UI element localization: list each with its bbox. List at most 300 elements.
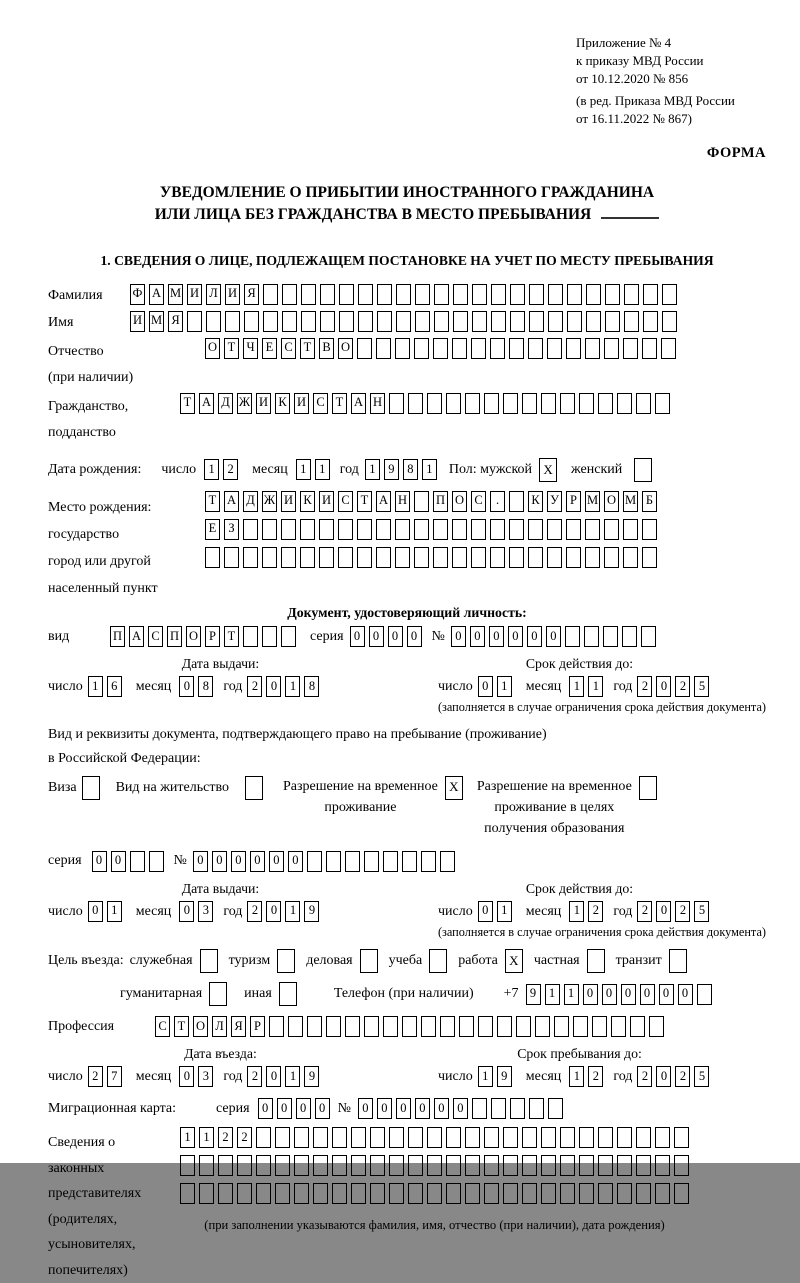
char-box[interactable]	[655, 1183, 670, 1204]
char-box[interactable]	[427, 393, 442, 414]
char-box[interactable]	[471, 519, 486, 540]
char-box[interactable]	[339, 284, 354, 305]
res-valid-day-boxes[interactable]	[478, 901, 512, 922]
char-box[interactable]: 0	[527, 626, 542, 647]
char-box[interactable]: 0	[656, 901, 671, 922]
char-box[interactable]	[516, 1016, 531, 1037]
char-box[interactable]	[529, 1098, 544, 1119]
char-box[interactable]	[662, 284, 677, 305]
char-box[interactable]	[269, 1016, 284, 1037]
char-box[interactable]: 6	[107, 676, 122, 697]
char-box[interactable]	[256, 1127, 271, 1148]
char-box[interactable]: 0	[377, 1098, 392, 1119]
char-box[interactable]	[357, 338, 372, 359]
char-box[interactable]: 7	[107, 1066, 122, 1087]
char-box[interactable]	[433, 338, 448, 359]
char-box[interactable]: 0	[546, 626, 561, 647]
purpose-checkbox-ucheba[interactable]	[429, 949, 447, 973]
char-box[interactable]	[547, 519, 562, 540]
char-box[interactable]	[364, 1016, 379, 1037]
char-box[interactable]: А	[149, 284, 164, 305]
char-box[interactable]	[642, 519, 657, 540]
char-box[interactable]	[541, 1183, 556, 1204]
citizenship-boxes[interactable]	[180, 393, 670, 414]
char-box[interactable]	[200, 949, 218, 973]
res-seria-boxes[interactable]	[92, 851, 164, 872]
char-box[interactable]	[490, 547, 505, 568]
char-box[interactable]: 2	[637, 676, 652, 697]
char-box[interactable]	[541, 393, 556, 414]
char-box[interactable]	[697, 984, 712, 1005]
mc-number-boxes[interactable]	[358, 1098, 563, 1119]
char-box[interactable]	[465, 1183, 480, 1204]
purpose-checkbox-chastnaya[interactable]	[587, 949, 605, 973]
char-box[interactable]: 2	[588, 901, 603, 922]
char-box[interactable]: Т	[300, 338, 315, 359]
char-box[interactable]	[256, 1183, 271, 1204]
char-box[interactable]	[237, 1183, 252, 1204]
char-box[interactable]: Я	[244, 284, 259, 305]
char-box[interactable]	[642, 547, 657, 568]
char-box[interactable]: X	[505, 949, 523, 973]
char-box[interactable]	[446, 393, 461, 414]
stay-month-boxes[interactable]	[569, 1066, 603, 1087]
char-box[interactable]: 0	[434, 1098, 449, 1119]
char-box[interactable]	[281, 519, 296, 540]
char-box[interactable]: 0	[179, 676, 194, 697]
char-box[interactable]	[639, 776, 657, 800]
char-box[interactable]: И	[294, 393, 309, 414]
char-box[interactable]: А	[224, 491, 239, 512]
char-box[interactable]: О	[604, 491, 619, 512]
char-box[interactable]: 2	[247, 676, 262, 697]
char-box[interactable]	[279, 982, 297, 1006]
char-box[interactable]	[636, 393, 651, 414]
char-box[interactable]	[277, 949, 295, 973]
char-box[interactable]	[503, 1183, 518, 1204]
id-issue-year-boxes[interactable]	[247, 676, 319, 697]
char-box[interactable]	[598, 1183, 613, 1204]
char-box[interactable]	[503, 393, 518, 414]
char-box[interactable]: Р	[566, 491, 581, 512]
char-box[interactable]: О	[186, 626, 201, 647]
temp-residence-checkbox[interactable]	[445, 776, 463, 800]
doc-number-boxes[interactable]	[451, 626, 656, 647]
char-box[interactable]	[389, 393, 404, 414]
char-box[interactable]	[376, 547, 391, 568]
char-box[interactable]	[503, 1127, 518, 1148]
char-box[interactable]	[395, 519, 410, 540]
char-box[interactable]	[453, 311, 468, 332]
id-valid-month-boxes[interactable]	[569, 676, 603, 697]
char-box[interactable]	[535, 1016, 550, 1037]
char-box[interactable]	[345, 851, 360, 872]
char-box[interactable]	[510, 284, 525, 305]
char-box[interactable]: Л	[212, 1016, 227, 1037]
char-box[interactable]	[243, 547, 258, 568]
res-issue-month-boxes[interactable]	[179, 901, 213, 922]
char-box[interactable]	[446, 1183, 461, 1204]
char-box[interactable]: А	[376, 491, 391, 512]
char-box[interactable]: 0	[92, 851, 107, 872]
char-box[interactable]	[433, 519, 448, 540]
char-box[interactable]: 1	[478, 1066, 493, 1087]
char-box[interactable]	[434, 311, 449, 332]
char-box[interactable]	[617, 1183, 632, 1204]
char-box[interactable]	[529, 284, 544, 305]
char-box[interactable]	[82, 776, 100, 800]
char-box[interactable]: А	[129, 626, 144, 647]
char-box[interactable]	[484, 393, 499, 414]
char-box[interactable]: 0	[478, 676, 493, 697]
char-box[interactable]	[218, 1183, 233, 1204]
char-box[interactable]	[509, 547, 524, 568]
char-box[interactable]	[465, 1155, 480, 1176]
char-box[interactable]	[414, 547, 429, 568]
entry-day-boxes[interactable]	[88, 1066, 122, 1087]
char-box[interactable]	[528, 338, 543, 359]
char-box[interactable]	[396, 284, 411, 305]
char-box[interactable]	[421, 1016, 436, 1037]
entry-year-boxes[interactable]	[247, 1066, 319, 1087]
char-box[interactable]	[503, 1155, 518, 1176]
char-box[interactable]	[357, 519, 372, 540]
char-box[interactable]: З	[224, 519, 239, 540]
purpose-checkbox-gumanitarnaya[interactable]	[209, 982, 227, 1006]
char-box[interactable]	[275, 1127, 290, 1148]
char-box[interactable]	[661, 338, 676, 359]
char-box[interactable]	[623, 519, 638, 540]
char-box[interactable]	[674, 1127, 689, 1148]
char-box[interactable]	[484, 1183, 499, 1204]
char-box[interactable]	[554, 1016, 569, 1037]
char-box[interactable]: Т	[357, 491, 372, 512]
char-box[interactable]: 1	[569, 901, 584, 922]
char-box[interactable]: С	[471, 491, 486, 512]
char-box[interactable]: 0	[88, 901, 103, 922]
char-box[interactable]	[408, 1127, 423, 1148]
char-box[interactable]	[377, 311, 392, 332]
char-box[interactable]	[636, 1183, 651, 1204]
char-box[interactable]: 1	[497, 676, 512, 697]
res-number-boxes[interactable]	[193, 851, 455, 872]
char-box[interactable]	[566, 338, 581, 359]
char-box[interactable]	[484, 1155, 499, 1176]
char-box[interactable]	[491, 311, 506, 332]
char-box[interactable]: 0	[266, 676, 281, 697]
char-box[interactable]	[579, 1155, 594, 1176]
purpose-checkbox-rabota[interactable]	[505, 949, 523, 973]
char-box[interactable]: 2	[218, 1127, 233, 1148]
char-box[interactable]	[402, 1016, 417, 1037]
guardians-boxes-row3[interactable]	[180, 1183, 689, 1204]
id-issue-month-boxes[interactable]	[179, 676, 213, 697]
char-box[interactable]: О	[193, 1016, 208, 1037]
char-box[interactable]	[205, 547, 220, 568]
char-box[interactable]	[244, 311, 259, 332]
char-box[interactable]	[300, 519, 315, 540]
char-box[interactable]	[326, 1016, 341, 1037]
char-box[interactable]: 0	[621, 984, 636, 1005]
char-box[interactable]	[586, 284, 601, 305]
char-box[interactable]	[566, 519, 581, 540]
purpose-checkbox-turizm[interactable]	[277, 949, 295, 973]
char-box[interactable]	[275, 1155, 290, 1176]
char-box[interactable]: 9	[497, 1066, 512, 1087]
char-box[interactable]	[199, 1183, 214, 1204]
char-box[interactable]: 0	[640, 984, 655, 1005]
char-box[interactable]	[345, 1016, 360, 1037]
char-box[interactable]: Ж	[237, 393, 252, 414]
char-box[interactable]: 0	[396, 1098, 411, 1119]
char-box[interactable]: П	[167, 626, 182, 647]
birth-month-boxes[interactable]	[296, 459, 330, 480]
char-box[interactable]	[541, 1127, 556, 1148]
char-box[interactable]: В	[319, 338, 334, 359]
char-box[interactable]	[585, 338, 600, 359]
char-box[interactable]	[433, 547, 448, 568]
char-box[interactable]	[326, 851, 341, 872]
char-box[interactable]: 0	[212, 851, 227, 872]
char-box[interactable]	[641, 626, 656, 647]
char-box[interactable]: Я	[168, 311, 183, 332]
mc-seria-boxes[interactable]	[258, 1098, 330, 1119]
birthplace-boxes-row1[interactable]	[205, 491, 657, 512]
char-box[interactable]	[415, 284, 430, 305]
char-box[interactable]	[256, 1155, 271, 1176]
char-box[interactable]: 0	[277, 1098, 292, 1119]
char-box[interactable]: 0	[415, 1098, 430, 1119]
char-box[interactable]	[262, 519, 277, 540]
char-box[interactable]: 9	[384, 459, 399, 480]
char-box[interactable]	[180, 1155, 195, 1176]
char-box[interactable]	[446, 1155, 461, 1176]
char-box[interactable]	[408, 1183, 423, 1204]
id-issue-day-boxes[interactable]	[88, 676, 122, 697]
char-box[interactable]	[548, 1098, 563, 1119]
char-box[interactable]	[434, 284, 449, 305]
char-box[interactable]	[389, 1127, 404, 1148]
char-box[interactable]	[294, 1155, 309, 1176]
char-box[interactable]	[611, 1016, 626, 1037]
id-valid-year-boxes[interactable]	[637, 676, 709, 697]
char-box[interactable]	[510, 311, 525, 332]
char-box[interactable]	[459, 1016, 474, 1037]
char-box[interactable]: 0	[266, 901, 281, 922]
char-box[interactable]: 1	[285, 676, 300, 697]
char-box[interactable]	[376, 519, 391, 540]
char-box[interactable]	[209, 982, 227, 1006]
char-box[interactable]: 1	[569, 676, 584, 697]
char-box[interactable]	[548, 311, 563, 332]
char-box[interactable]	[313, 1127, 328, 1148]
char-box[interactable]	[395, 547, 410, 568]
char-box[interactable]	[592, 1016, 607, 1037]
char-box[interactable]	[604, 519, 619, 540]
char-box[interactable]: 0	[358, 1098, 373, 1119]
visa-checkbox[interactable]	[82, 776, 100, 800]
char-box[interactable]: 0	[296, 1098, 311, 1119]
char-box[interactable]	[522, 1155, 537, 1176]
char-box[interactable]: О	[452, 491, 467, 512]
char-box[interactable]: 0	[508, 626, 523, 647]
char-box[interactable]	[465, 393, 480, 414]
char-box[interactable]	[338, 547, 353, 568]
char-box[interactable]: Т	[224, 338, 239, 359]
char-box[interactable]	[281, 626, 296, 647]
char-box[interactable]: С	[338, 491, 353, 512]
char-box[interactable]	[662, 311, 677, 332]
char-box[interactable]	[364, 851, 379, 872]
char-box[interactable]: Т	[174, 1016, 189, 1037]
char-box[interactable]	[598, 1127, 613, 1148]
char-box[interactable]	[307, 1016, 322, 1037]
char-box[interactable]: 2	[637, 1066, 652, 1087]
char-box[interactable]: 8	[403, 459, 418, 480]
res-valid-month-boxes[interactable]	[569, 901, 603, 922]
char-box[interactable]	[300, 547, 315, 568]
char-box[interactable]	[320, 311, 335, 332]
char-box[interactable]	[320, 284, 335, 305]
char-box[interactable]: Я	[231, 1016, 246, 1037]
char-box[interactable]	[262, 626, 277, 647]
char-box[interactable]	[560, 393, 575, 414]
char-box[interactable]	[598, 1155, 613, 1176]
char-box[interactable]	[351, 1127, 366, 1148]
char-box[interactable]: Т	[205, 491, 220, 512]
char-box[interactable]	[199, 1155, 214, 1176]
char-box[interactable]	[313, 1155, 328, 1176]
char-box[interactable]: 0	[602, 984, 617, 1005]
char-box[interactable]: 1	[545, 984, 560, 1005]
char-box[interactable]: Н	[395, 491, 410, 512]
char-box[interactable]	[377, 284, 392, 305]
char-box[interactable]: И	[256, 393, 271, 414]
char-box[interactable]	[332, 1127, 347, 1148]
char-box[interactable]	[243, 626, 258, 647]
birth-year-boxes[interactable]	[365, 459, 437, 480]
char-box[interactable]	[282, 284, 297, 305]
char-box[interactable]	[617, 1127, 632, 1148]
char-box[interactable]	[472, 1098, 487, 1119]
char-box[interactable]	[376, 338, 391, 359]
char-box[interactable]	[655, 1127, 670, 1148]
char-box[interactable]: 0	[678, 984, 693, 1005]
char-box[interactable]: 0	[258, 1098, 273, 1119]
purpose-checkbox-sluzhebnaya[interactable]	[200, 949, 218, 973]
char-box[interactable]	[452, 338, 467, 359]
char-box[interactable]	[332, 1155, 347, 1176]
char-box[interactable]	[567, 284, 582, 305]
char-box[interactable]: А	[199, 393, 214, 414]
char-box[interactable]	[294, 1127, 309, 1148]
char-box[interactable]	[584, 626, 599, 647]
char-box[interactable]: 2	[675, 901, 690, 922]
char-box[interactable]	[548, 284, 563, 305]
char-box[interactable]	[414, 338, 429, 359]
char-box[interactable]: П	[433, 491, 448, 512]
char-box[interactable]	[414, 519, 429, 540]
char-box[interactable]: 0	[193, 851, 208, 872]
purpose-checkbox-delovaya[interactable]	[360, 949, 378, 973]
stay-day-boxes[interactable]	[478, 1066, 512, 1087]
char-box[interactable]	[624, 284, 639, 305]
doc-seria-boxes[interactable]	[350, 626, 422, 647]
char-box[interactable]: 1	[588, 676, 603, 697]
char-box[interactable]	[529, 311, 544, 332]
char-box[interactable]: 1	[422, 459, 437, 480]
char-box[interactable]	[206, 311, 221, 332]
char-box[interactable]	[605, 284, 620, 305]
char-box[interactable]	[471, 338, 486, 359]
char-box[interactable]: 0	[583, 984, 598, 1005]
char-box[interactable]: И	[319, 491, 334, 512]
char-box[interactable]	[528, 547, 543, 568]
char-box[interactable]	[357, 547, 372, 568]
char-box[interactable]	[440, 851, 455, 872]
sex-female-checkbox[interactable]	[634, 458, 652, 482]
char-box[interactable]: 1	[569, 1066, 584, 1087]
char-box[interactable]	[130, 851, 145, 872]
char-box[interactable]	[383, 851, 398, 872]
char-box[interactable]: Ж	[262, 491, 277, 512]
char-box[interactable]	[522, 1127, 537, 1148]
char-box[interactable]	[282, 311, 297, 332]
char-box[interactable]: 0	[453, 1098, 468, 1119]
char-box[interactable]	[585, 547, 600, 568]
char-box[interactable]	[586, 311, 601, 332]
char-box[interactable]	[567, 311, 582, 332]
char-box[interactable]: 1	[107, 901, 122, 922]
char-box[interactable]	[598, 393, 613, 414]
char-box[interactable]	[655, 1155, 670, 1176]
char-box[interactable]	[452, 547, 467, 568]
char-box[interactable]	[634, 458, 652, 482]
char-box[interactable]: 0	[350, 626, 365, 647]
char-box[interactable]: И	[225, 284, 240, 305]
char-box[interactable]: 0	[478, 901, 493, 922]
patronymic-boxes[interactable]	[205, 338, 676, 359]
char-box[interactable]: М	[585, 491, 600, 512]
char-box[interactable]	[605, 311, 620, 332]
char-box[interactable]: 5	[694, 901, 709, 922]
profession-boxes[interactable]	[155, 1016, 664, 1037]
char-box[interactable]	[452, 519, 467, 540]
char-box[interactable]	[149, 851, 164, 872]
char-box[interactable]	[617, 1155, 632, 1176]
char-box[interactable]: 1	[199, 1127, 214, 1148]
char-box[interactable]	[358, 284, 373, 305]
birthplace-boxes-row3[interactable]	[205, 547, 657, 568]
char-box[interactable]	[395, 338, 410, 359]
char-box[interactable]	[243, 519, 258, 540]
char-box[interactable]	[649, 1016, 664, 1037]
char-box[interactable]: О	[338, 338, 353, 359]
doc-type-boxes[interactable]	[110, 626, 296, 647]
char-box[interactable]: 2	[675, 676, 690, 697]
char-box[interactable]	[440, 1016, 455, 1037]
char-box[interactable]	[187, 311, 202, 332]
char-box[interactable]: 0	[231, 851, 246, 872]
char-box[interactable]: 1	[204, 459, 219, 480]
char-box[interactable]	[383, 1016, 398, 1037]
char-box[interactable]	[603, 626, 618, 647]
char-box[interactable]: Р	[205, 626, 220, 647]
char-box[interactable]	[497, 1016, 512, 1037]
char-box[interactable]: 2	[637, 901, 652, 922]
char-box[interactable]	[307, 851, 322, 872]
char-box[interactable]: Д	[218, 393, 233, 414]
